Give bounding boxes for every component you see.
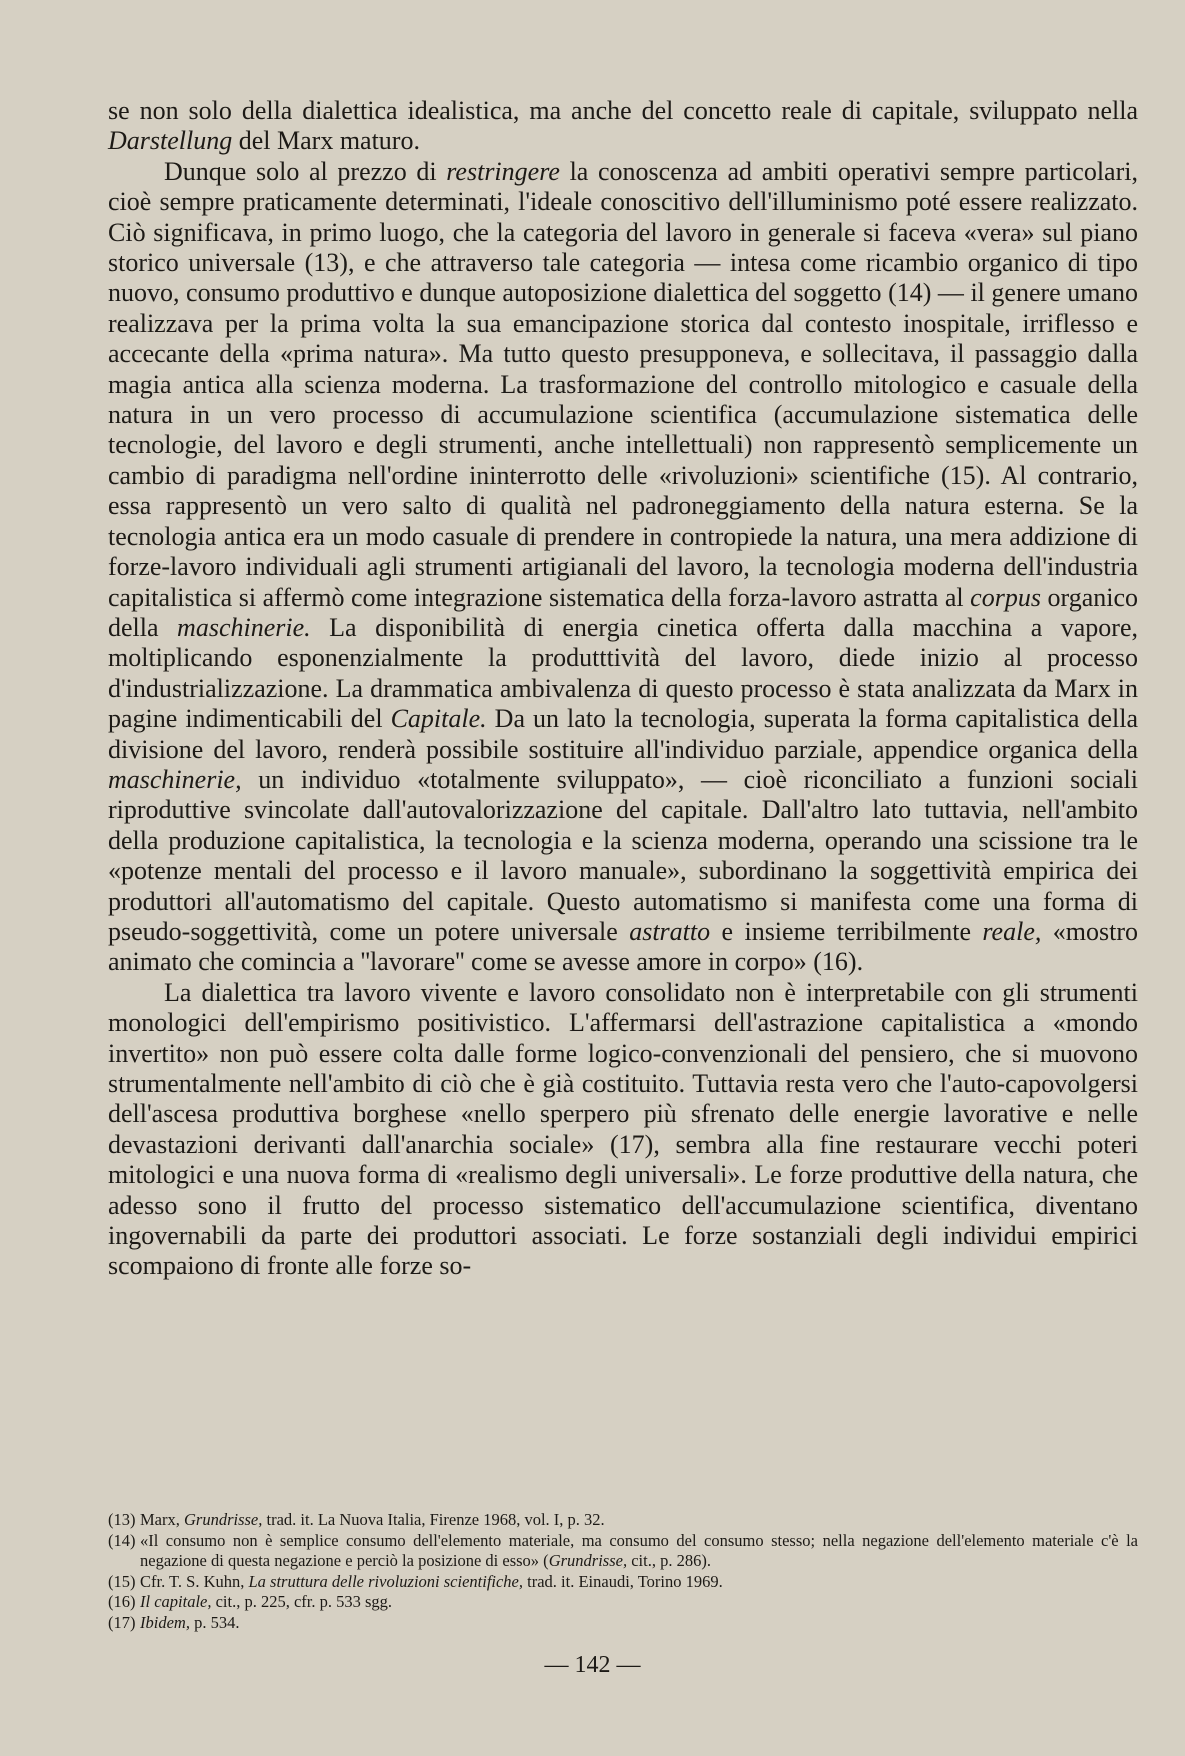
text-run: Da un lato la tecnologia, superata la forma capitalistica della divisione del lavoro, renderà possibile sostituire all'individuo parziale, appendice organica della bbox=[108, 704, 1138, 764]
footnote bbox=[108, 1531, 1138, 1572]
italic-text: Ibidem, bbox=[140, 1612, 190, 1632]
footnote-text bbox=[140, 1572, 1138, 1593]
italic-text: maschinerie. bbox=[177, 612, 311, 642]
paragraph bbox=[108, 96, 1138, 157]
text-run: Cfr. T. S. Kuhn, bbox=[140, 1571, 249, 1591]
text-run: «Il consumo non è semplice consumo dell'elemento materiale, ma consumo del consumo stesso; nella negazione dell'elemento materiale c'è la negazione di questa negazione e perciò la posizione di esso» ( bbox=[140, 1530, 1138, 1570]
footnote-text bbox=[140, 1510, 1138, 1531]
text-run: la conoscenza ad ambiti operativi sempre particolari, cioè sempre praticamente determinati, l'ideale conoscitivo dell'illuminismo poté essere realizzato. Ciò significava, in primo luogo, che la categoria del lavoro in generale si faceva «vera» sul piano storico universale (13), e che attraverso tale categoria — intesa come ricambio organico di tipo nuovo, consumo produttivo e dunque autoposizione dialettica del soggetto (14) — il genere umano realizzava per la prima volta la sua emancipazione storica dal contesto inospitale, irriflesso e accecante della «prima natura». Ma tutto questo presupponeva, e sollecitava, il passaggio dalla magia antica alla scienza moderna. La trasformazione del controllo mitologico e casuale della natura in un vero processo di accumulazione scientifica (accumulazione sistematica delle tecnologie, del lavoro e degli strumenti, anche intellettuali) non rappresentò semplicemente un cambio di paradigma nell'ordine ininterrotto delle «rivoluzioni» scientifiche (15). Al contrario, essa rappresentò un vero salto di qualità nel padroneggiamento della natura esterna. Se la tecnologia antica era un modo casuale di prendere in contropiede la natura, una mera addizione di forze-lavoro individuali agli strumenti artigianali del lavoro, la tecnologia moderna dell'industria capitalistica si affermò come integrazione sistematica della forza-lavoro astratta al bbox=[108, 156, 1138, 612]
footnote-number: (13) bbox=[108, 1510, 136, 1529]
italic-text: astratto bbox=[629, 916, 711, 946]
footnotes bbox=[108, 1510, 1138, 1633]
text-run: p. 534. bbox=[189, 1612, 240, 1632]
text-run: La disponibilità di energia cinetica offerta dalla macchina a vapore, moltiplicando esponenzialmente la produtttività del lavoro, diede inizio al processo d'industrializzazione. La drammatica ambivalenza di questo processo è stata analizzata da Marx in pagine indimenticabili del bbox=[108, 612, 1138, 734]
italic-text: Grundrisse, bbox=[184, 1510, 263, 1529]
italic-text: La struttura delle rivoluzioni scientifiche, bbox=[248, 1571, 524, 1591]
footnote bbox=[108, 1592, 1138, 1613]
footnote bbox=[108, 1572, 1138, 1593]
footnote-text bbox=[140, 1592, 1138, 1613]
italic-text: reale, bbox=[982, 916, 1042, 946]
italic-text: maschinerie, bbox=[108, 764, 242, 794]
italic-text: corpus bbox=[970, 582, 1041, 612]
italic-text: Il capitale, bbox=[140, 1592, 212, 1611]
main-text bbox=[108, 96, 1138, 1282]
footnote-number: (14) bbox=[108, 1530, 136, 1550]
footnote-text bbox=[140, 1531, 1138, 1572]
text-run: trad. it. Einaudi, Torino 1969. bbox=[523, 1571, 723, 1591]
text-run: cit., p. 286). bbox=[627, 1551, 711, 1570]
text-run: trad. it. La Nuova Italia, Firenze 1968, vol. I, p. 32. bbox=[262, 1510, 605, 1529]
paragraph bbox=[108, 157, 1138, 978]
footnote-text bbox=[140, 1613, 1138, 1634]
text-run: del Marx maturo. bbox=[232, 126, 420, 156]
footnote-number: (15) bbox=[108, 1571, 136, 1591]
text-run: «mostro animato che comincia a ''lavorare'' come se avesse amore in corpo» (16). bbox=[108, 916, 1138, 977]
italic-text: Darstellung bbox=[108, 126, 233, 156]
page-number: — 142 — bbox=[544, 1652, 641, 1678]
italic-text: Grundrisse, bbox=[548, 1551, 628, 1570]
text-run: cit., p. 225, cfr. p. 533 sgg. bbox=[211, 1592, 393, 1611]
footnote bbox=[108, 1613, 1138, 1634]
footnote-number: (17) bbox=[108, 1612, 136, 1632]
italic-text: Capitale. bbox=[390, 704, 487, 734]
text-run: La dialettica tra lavoro vivente e lavoro consolidato non è interpretabile con gli strumenti monologici dell'empirismo positivistico. L'affermarsi dell'astrazione capitalistica a «mondo invertito» non può essere colta dalle forme logico-convenzionali del pensiero, che si muovono strumentalmente nell'ambito di ciò che è già costituito. Tuttavia resta vero che l'auto-capovolgersi dell'ascesa produttiva borghese «nello sperpero più sfrenato delle energie lavorative e nelle devastazioni derivanti dall'anarchia sociale» (17), sembra alla fine restaurare vecchi poteri mitologici e una nuova forma di «realismo degli universali». Le forze produttive della natura, che adesso sono il frutto del processo sistematico dell'accumulazione scientifica, diventano ingovernabili da parte dei produttori associati. Le forze sostanziali degli individui empirici scompaiono di fronte alle forze so- bbox=[108, 977, 1138, 1281]
text-run: organico della bbox=[108, 582, 1138, 642]
text-run: e insieme terribilmente bbox=[710, 916, 983, 946]
paragraph bbox=[108, 978, 1138, 1282]
footnote-number: (16) bbox=[108, 1592, 136, 1611]
text-run: un individuo «totalmente sviluppato», — cioè riconciliato a funzioni sociali riproduttive svincolate dall'autovalorizzazione del capitale. Dall'altro lato tuttavia, nell'ambito della produzione capitalistica, la tecnologia e la scienza moderna, operando una scissione tra le «potenze mentali del processo e il lavoro manuale», subordinano la soggettività empirica dei produttori all'automatismo del capitale. Questo automatismo si manifesta come una forma di pseudo-soggettività, come un potere universale bbox=[108, 764, 1138, 946]
italic-text: restringere bbox=[446, 156, 560, 186]
footnote bbox=[108, 1510, 1138, 1531]
text-run: Dunque solo al prezzo di bbox=[164, 156, 447, 186]
text-run: se non solo della dialettica idealistica, ma anche del concetto reale di capitale, sviluppato nella bbox=[108, 96, 1138, 125]
text-run: Marx, bbox=[140, 1510, 184, 1529]
